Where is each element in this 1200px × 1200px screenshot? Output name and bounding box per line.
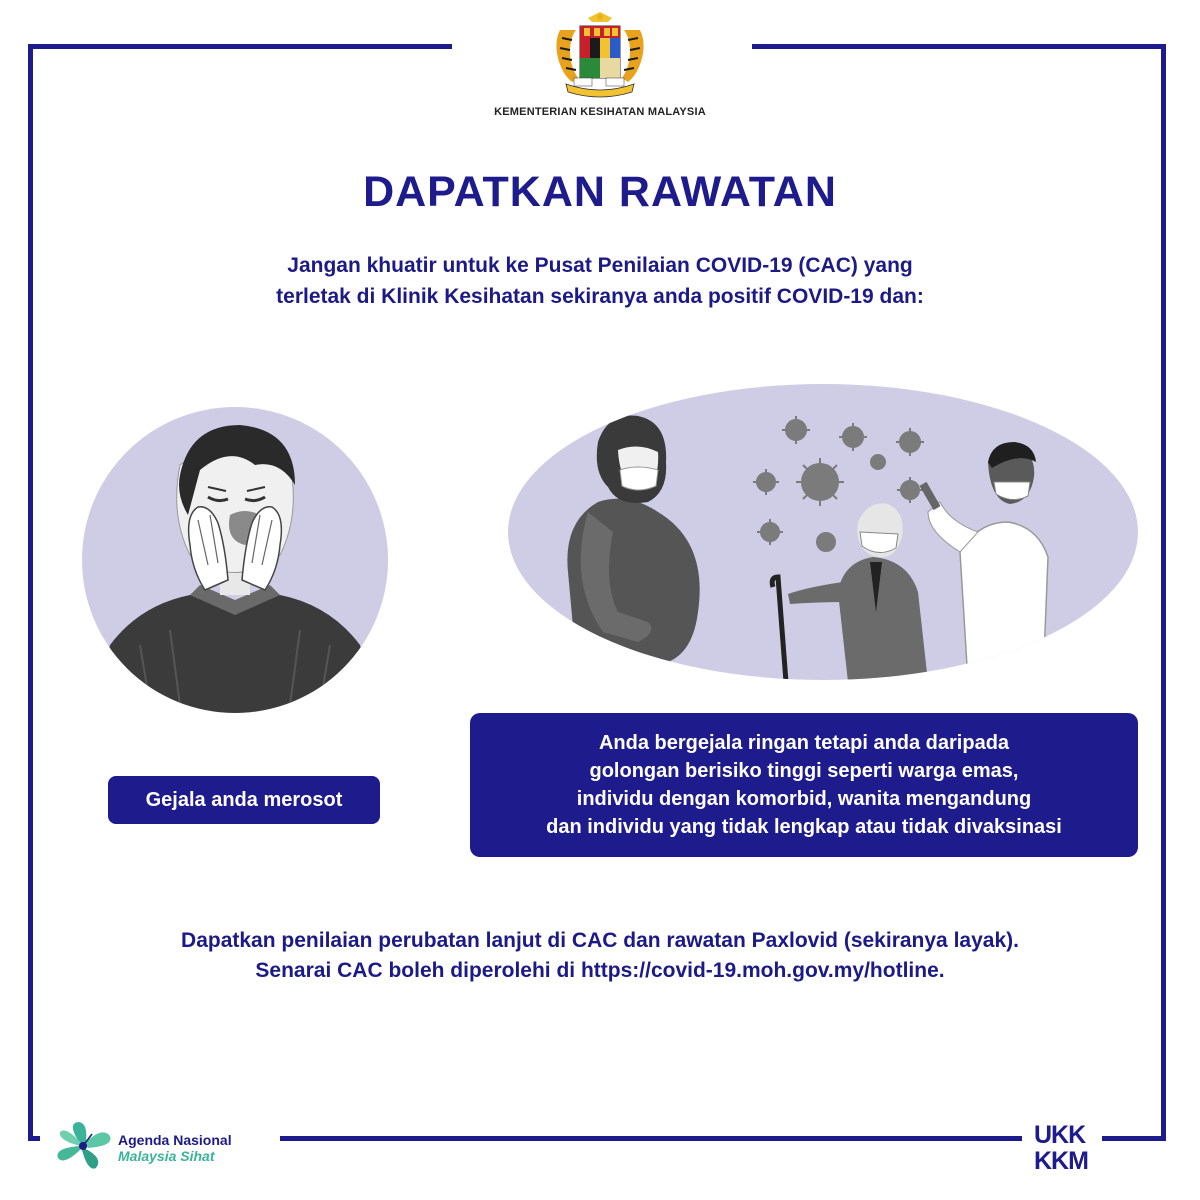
intro-text [0,250,1200,312]
coughing-person-illustration [80,405,390,715]
page-title: DAPATKAN RAWATAN [363,168,837,216]
condition-line: Anda bergejala ringan tetapi anda daripada [598,732,1010,754]
ministry-name: KEMENTERIAN KESIHATAN MALAYSIA [494,106,706,118]
condition-line: individu dengan komorbid, wanita mengandung [576,788,1032,810]
footer-line: Dapatkan penilaian perubatan lanjut di CAC dan rawatan Paxlovid (sekiranya layak). [181,929,1019,952]
coat-of-arms-logo [548,12,652,102]
hibiscus-icon [52,1118,116,1174]
intro-line: Jangan khuatir untuk ke Pusat Penilaian COVID-19 (CAC) yang [287,254,913,277]
ukk-text: UKK [1034,1121,1086,1149]
high-risk-condition-box [470,713,1138,857]
agenda-title: Agenda Nasional [118,1132,232,1148]
condition-line: dan individu yang tidak lengkap atau tidak divaksinasi [546,816,1062,838]
footer-instructions [0,926,1200,986]
agenda-subtitle: Malaysia Sihat [118,1148,215,1164]
intro-line: terletak di Klinik Kesihatan sekiranya anda positif COVID-19 dan: [276,285,924,308]
agenda-nasional-logo [52,1118,292,1174]
condition-worsening-label: Gejala anda merosot [108,776,380,824]
high-risk-groups-illustration [508,382,1138,682]
condition-line: golongan berisiko tinggi seperti warga emas, [589,760,1019,782]
ukk-kkm-logo [1034,1122,1094,1178]
kkm-text: KKM [1034,1147,1088,1175]
footer-line: Senarai CAC boleh diperolehi di https://covid-19.moh.gov.my/hotline. [255,959,945,982]
